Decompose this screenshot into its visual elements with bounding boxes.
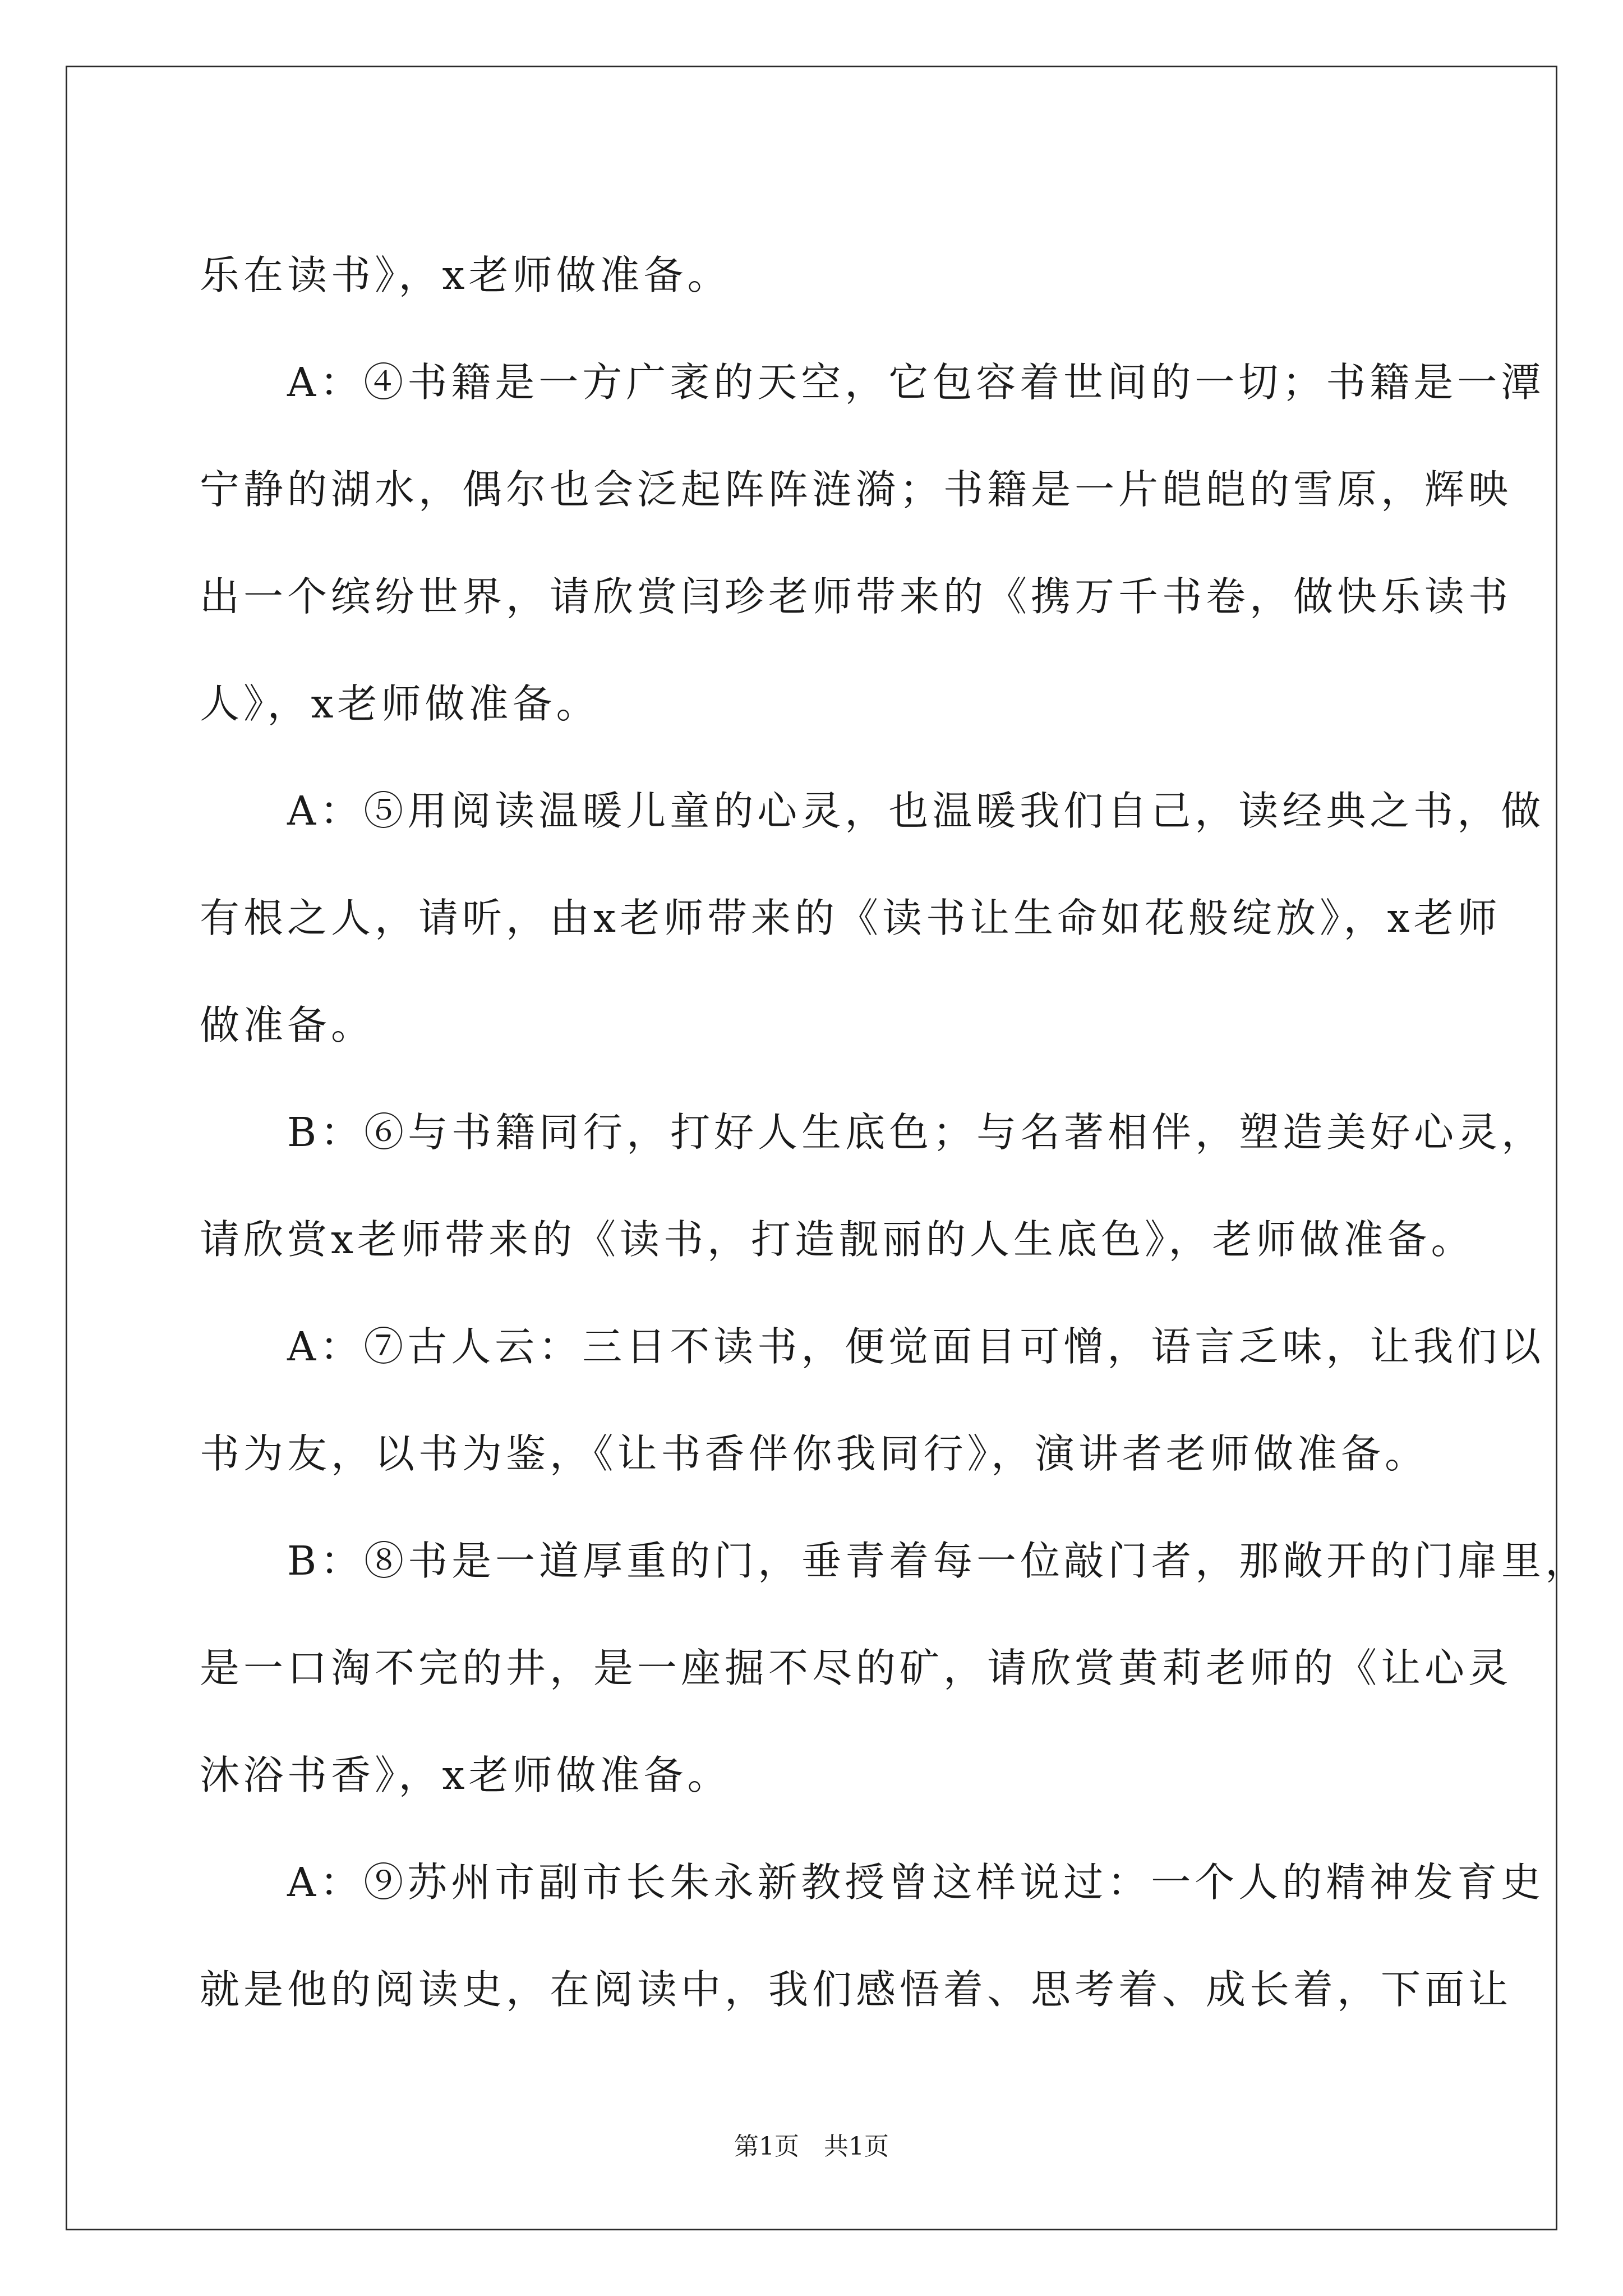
text-line: 乐在读书》，x老师做准备。 — [200, 252, 731, 298]
text-line: 就是他的阅读史，在阅读中，我们感悟着、思考着、成长着，下面让 — [200, 1966, 1513, 2013]
text-line: A：⑦古人云：三日不读书，便觉面目可憎，语言乏味，让我们以 — [200, 1323, 1545, 1370]
page-number-footer: 第1页 共1页 — [734, 2132, 889, 2161]
text-line: A：⑤用阅读温暖儿童的心灵，也温暖我们自己，读经典之书，做 — [200, 788, 1545, 834]
document-body — [200, 222, 1589, 2043]
text-line: 人》，x老师做准备。 — [200, 680, 600, 727]
text-line: 有根之人，请听，由x老师带来的《读书让生命如花般绽放》，x老师 — [200, 895, 1501, 941]
text-line: 沐浴书香》，x老师做准备。 — [200, 1752, 731, 1798]
text-line: A：⑨苏州市副市长朱永新教授曾这样说过：一个人的精神发育史 — [200, 1859, 1545, 1906]
text-line: B：⑥与书籍同行，打好人生底色；与名著相伴，塑造美好心灵， — [200, 1109, 1546, 1156]
text-line: A：④书籍是一方广袤的天空，它包容着世间的一切；书籍是一潭 — [200, 359, 1545, 406]
text-line: 出一个缤纷世界，请欣赏闫珍老师带来的《携万千书卷，做快乐读书 — [200, 573, 1513, 620]
text-line: 书为友，以书为鉴，《让书香伴你我同行》，演讲者老师做准备。 — [200, 1430, 1429, 1477]
text-line: B：⑧书是一道厚重的门，垂青着每一位敲门者，那敞开的门扉里， — [200, 1538, 1589, 1584]
text-line: 是一口淘不完的井，是一座掘不尽的矿，请欣赏黄莉老师的《让心灵 — [200, 1645, 1513, 1691]
text-line: 宁静的湖水，偶尔也会泛起阵阵涟漪；书籍是一片皑皑的雪原，辉映 — [200, 466, 1513, 513]
text-line: 请欣赏x老师带来的《读书，打造靓丽的人生底色》，老师做准备。 — [200, 1216, 1475, 1263]
text-line: 做准备。 — [200, 1002, 375, 1048]
